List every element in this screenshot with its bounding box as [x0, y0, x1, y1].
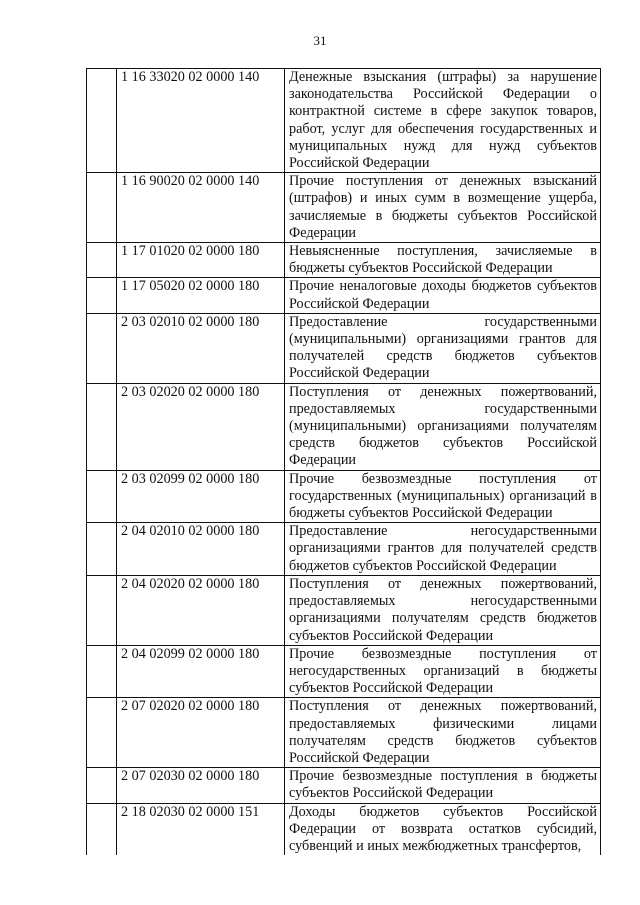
table-row — [87, 69, 601, 173]
description-cell: Прочие безвозмездные поступления в бюджеты субъектов Российской Федерации — [285, 768, 601, 803]
description-cell: Поступления от денежных пожертвований, предоставляемых государственными (муниципальными) организациями получателям средств бюджетов субъектов Российской Федерации — [285, 383, 601, 470]
budget-codes-table — [86, 68, 601, 855]
blank-cell — [87, 768, 117, 803]
blank-cell — [87, 698, 117, 768]
blank-cell — [87, 645, 117, 698]
code-cell: 2 07 02020 02 0000 180 — [117, 698, 285, 768]
blank-cell — [87, 173, 117, 243]
code-cell: 2 03 02020 02 0000 180 — [117, 383, 285, 470]
code-cell: 1 16 90020 02 0000 140 — [117, 173, 285, 243]
table-row — [87, 313, 601, 383]
table-row — [87, 278, 601, 313]
code-cell: 2 04 02010 02 0000 180 — [117, 523, 285, 576]
table-row — [87, 803, 601, 855]
blank-cell — [87, 69, 117, 173]
description-cell: Прочие безвозмездные поступления от негосударственных организаций в бюджеты субъектов Российской Федерации — [285, 645, 601, 698]
table-row — [87, 243, 601, 278]
table-row — [87, 645, 601, 698]
table-row — [87, 768, 601, 803]
code-cell: 2 18 02030 02 0000 151 — [117, 803, 285, 855]
description-cell: Поступления от денежных пожертвований, предоставляемых негосударственными организациями получателям средств бюджетов субъектов Российской Федерации — [285, 575, 601, 645]
code-cell: 2 04 02099 02 0000 180 — [117, 645, 285, 698]
code-cell: 1 16 33020 02 0000 140 — [117, 69, 285, 173]
code-cell: 2 04 02020 02 0000 180 — [117, 575, 285, 645]
blank-cell — [87, 803, 117, 855]
description-cell: Прочие поступления от денежных взысканий (штрафов) и иных сумм в возмещение ущерба, зачисляемые в бюджеты субъектов Российской Федерации — [285, 173, 601, 243]
description-cell: Прочие безвозмездные поступления от государственных (муниципальных) организаций в бюджеты субъектов Российской Федерации — [285, 470, 601, 523]
blank-cell — [87, 470, 117, 523]
description-cell: Предоставление негосударственными организациями грантов для получателей средств бюджетов субъектов Российской Федерации — [285, 523, 601, 576]
table-row — [87, 523, 601, 576]
blank-cell — [87, 383, 117, 470]
description-cell: Прочие неналоговые доходы бюджетов субъектов Российской Федерации — [285, 278, 601, 313]
code-cell: 2 03 02099 02 0000 180 — [117, 470, 285, 523]
description-cell: Предоставление государственными (муниципальными) организациями грантов для получателей средств бюджетов субъектов Российской Федерации — [285, 313, 601, 383]
table-row — [87, 698, 601, 768]
blank-cell — [87, 313, 117, 383]
table-row — [87, 575, 601, 645]
blank-cell — [87, 278, 117, 313]
table-row — [87, 173, 601, 243]
table-row — [87, 470, 601, 523]
description-cell: Денежные взыскания (штрафы) за нарушение законодательства Российской Федерации о контрактной системе в сфере закупок товаров, работ, услуг для обеспечения государственных и муниципальных нужд для нужд субъектов Российской Федерации — [285, 69, 601, 173]
code-cell: 2 03 02010 02 0000 180 — [117, 313, 285, 383]
description-cell: Доходы бюджетов субъектов Российской Федерации от возврата остатков субсидий, субвенций и иных межбюджетных трансфертов, — [285, 803, 601, 855]
code-cell: 1 17 01020 02 0000 180 — [117, 243, 285, 278]
table-row — [87, 383, 601, 470]
code-cell: 1 17 05020 02 0000 180 — [117, 278, 285, 313]
description-cell: Поступления от денежных пожертвований, предоставляемых физическими лицами получателям средств бюджетов субъектов Российской Федерации — [285, 698, 601, 768]
blank-cell — [87, 575, 117, 645]
description-cell: Невыясненные поступления, зачисляемые в бюджеты субъектов Российской Федерации — [285, 243, 601, 278]
blank-cell — [87, 523, 117, 576]
code-cell: 2 07 02030 02 0000 180 — [117, 768, 285, 803]
budget-codes-table-body — [87, 69, 601, 856]
blank-cell — [87, 243, 117, 278]
page-number: 31 — [313, 33, 327, 48]
